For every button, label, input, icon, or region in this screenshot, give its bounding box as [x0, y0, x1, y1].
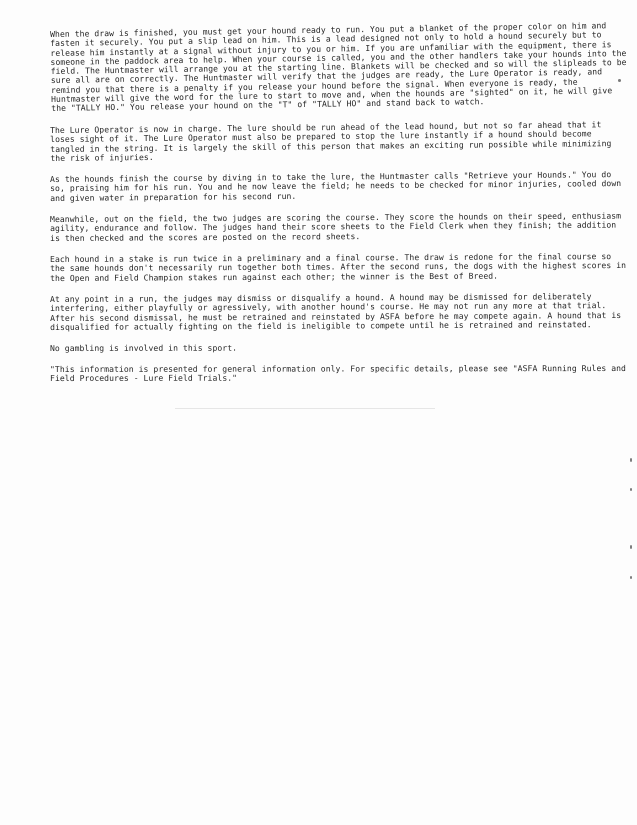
paragraph-retrieve-hounds: As the hounds finish the course by diving in to take the lure, the Huntmaster calls "Retrieve your Hounds." You do so, praising him for his run. You and he now leave the field; he needs to be checked for minor injuries, cooled down and given water in preparation for his second run. — [49, 168, 622, 203]
scan-speck — [618, 79, 621, 82]
scan-speck — [630, 545, 632, 549]
paragraph-dismiss-disqualify: At any point in a run, the judges may dismiss or disqualify a hound. A hound may be dismissed for deliberately interfering, either playfully or agressively, with another hound's course. He may not run any more at that trial. After his second dismissal, he must be retrained and reinstated by ASFA before he may compete again. A hound that is disqualified for actually fighting on the field is ineligible to compete until he is retrained and reinstated. — [49, 290, 622, 332]
paragraph-lure-operator: The Lure Operator is now in charge. The lure should be run ahead of the lead hound, but not so far ahead that it loses sight of it. The Lure Operator must also be prepared to stop the lure instantly if a hound should become tangled in the string. It is largely the skill of this person that makes an exciting run possible while minimizing the risk of injuries. — [49, 118, 612, 163]
scan-speck — [630, 488, 632, 491]
paragraph-judges-scoring: Meanwhile, out on the field, the two judges are scoring the course. They score the hounds on their speed, enthusiasm agility, endurance and follow. The judges hand their score sheets to the Field Clerk when they finish; the addition is then checked and the scores are posted on the record sheets. — [49, 210, 622, 243]
paragraph-stake-runs: Each hound in a stake is run twice in a preliminary and a final course. The draw is redone for the final course so the same hounds don't necessarily run together both times. After the second runs, the dogs with the highest scores in the Open and Field Champion stakes run against each other; the winner is the Best of Breed. — [49, 250, 627, 283]
scan-artifact-line — [175, 408, 435, 409]
scan-speck — [630, 576, 632, 579]
paragraph-draw-and-release: When the draw is finished, you must get your hound ready to run. You put a blanket of the proper color on him and fasten it securely. You put a slip lead on him. This is a lead designed not only to hold a hound securely but to release him instantly at a signal without injury to you or him. If you are unfamiliar with the equipment, there is someone in the paddock area to help. When your course is called, you and the other handlers take your hounds into the field. The Huntmaster will arrange you at the starting line. Blankets will be checked and so will the slipleads to be sure all are on correctly. The Huntmaster will verify that the judges are ready, the Lure Operator is ready, and remind you that there is a penalty if you release your hound before the signal. When everyone is ready, the Huntmaster will give the word for the lure to start to move and, when the hounds are "sighted" on it, he will give the "TALLY HO." You release your hound on the "T" of "TALLY HO" and stand back to watch. — [49, 20, 627, 114]
document-body — [49, 20, 628, 396]
paragraph-disclaimer: "This information is presented for general information only. For specific details, please see "ASFA Running Rules and Field Procedures - Lure Field Trials." — [49, 363, 626, 384]
scan-speck — [630, 458, 632, 462]
paragraph-no-gambling: No gambling is involved in this sport. — [49, 342, 238, 353]
